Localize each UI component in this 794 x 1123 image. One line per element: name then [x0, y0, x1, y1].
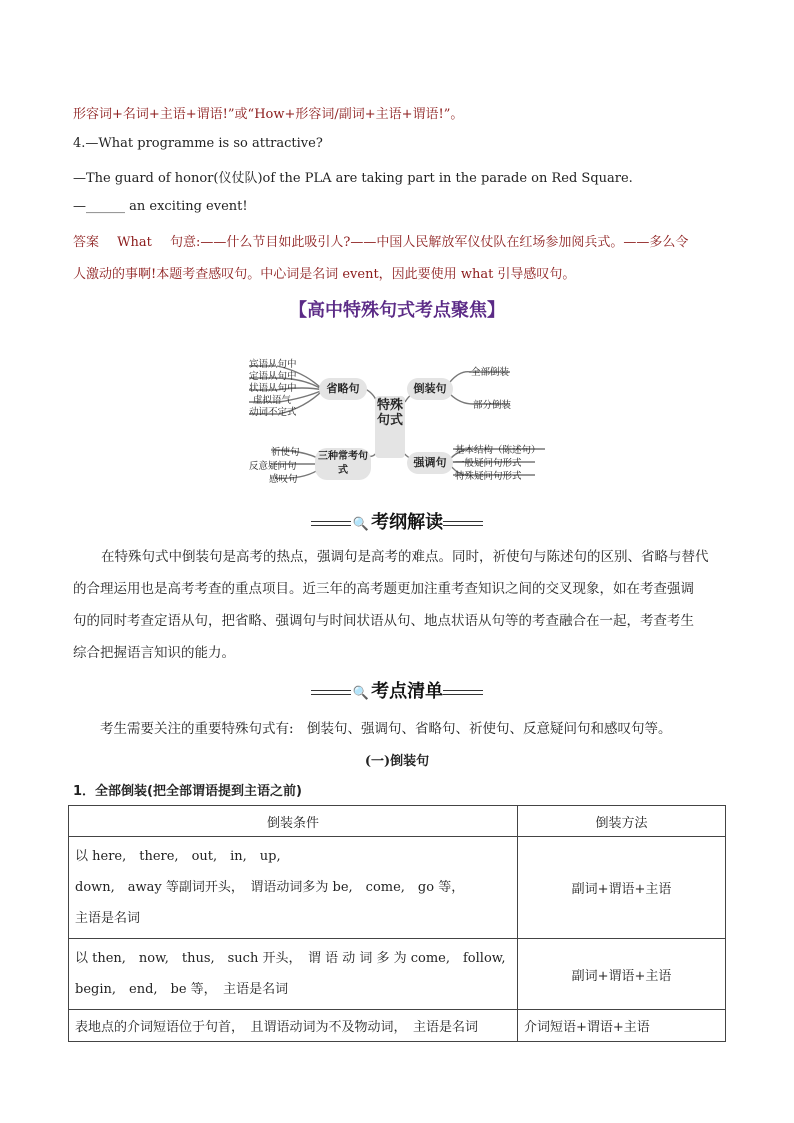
question-line-3 [73, 199, 248, 214]
mindmap-leaf: 一般疑问句形式 [455, 458, 522, 469]
table-cell-method: 副词+谓语+主语 [518, 939, 726, 1010]
answer-label: 答案 [73, 235, 100, 250]
condition-line: down, away 等副词开头， 谓语动词多为 be, come, go 等， [75, 880, 465, 895]
answer-line-1 [73, 231, 688, 250]
mindmap-node-three: 三种常考句式 [315, 448, 371, 480]
condition-line: 主语是名词 [75, 911, 141, 926]
answer-blank: —______ [73, 199, 125, 214]
condition-line: 以 then, now, thus, such 开头， 谓 语 动 词 多 为 come, follow, [75, 951, 506, 966]
mindmap-node-emphasis: 强调句 [407, 452, 453, 474]
checklist-subheading: (一)倒装句 [364, 754, 430, 769]
mindmap-leaf: 虚拟语气 [253, 395, 292, 406]
inversion-table [68, 805, 726, 1042]
outline-paragraph [73, 541, 733, 669]
section-heading: 【高中特殊句式考点聚焦】 [289, 300, 505, 321]
answer-word: What [117, 235, 152, 250]
mindmap-leaf: 动词不定式 [249, 407, 297, 418]
answer-explanation-1: 句意:——什么节目如此吸引人?——中国人民解放军仪仗队在红场参加阅兵式。——多么令 [170, 235, 689, 250]
item-heading: 1．全部倒装(把全部谓语提到主语之前) [73, 784, 302, 799]
table-header-row [69, 806, 726, 837]
condition-line: 表地点的介词短语位于句首， 且谓语动词为不及物动词， 主语是名词 [75, 1020, 479, 1035]
mindmap-leaf: 部分倒装 [473, 400, 512, 411]
divider [443, 690, 483, 695]
mindmap-center: 特殊句式 [375, 396, 405, 458]
magnifier-icon: 🔍 [352, 517, 370, 532]
checklist-intro: 考生需要关注的重要特殊句式有: 倒装句、强调句、省略句、祈使句、反意疑问句和感叹句等。 [100, 721, 672, 737]
table-cell-condition [69, 939, 518, 1010]
table-row [69, 939, 726, 1010]
condition-line: 以 here, there, out, in, up, [75, 849, 281, 864]
divider [443, 521, 483, 526]
checklist-title: 考点清单 [371, 681, 444, 702]
mindmap-node-ellipsis: 省略句 [319, 378, 367, 400]
mindmap-leaf: 全部倒装 [471, 367, 510, 378]
condition-line: begin, end, be 等， 主语是名词 [75, 982, 289, 997]
question-line-2: —The guard of honor(仪仗队)of the PLA are taking part in the parade on Red Square. [73, 171, 633, 186]
checklist-title-row [0, 677, 794, 703]
mindmap-leaf: 状语从句中 [249, 383, 297, 394]
mindmap-leaf: 感叹句 [269, 474, 298, 485]
table-cell-condition [69, 1010, 518, 1042]
table-cell-method: 副词+谓语+主语 [518, 837, 726, 939]
table-cell-condition [69, 837, 518, 939]
formula-line: 形容词+名词+主语+谓语!”或“How+形容词/副词+主语+谓语!”。 [73, 107, 464, 122]
mindmap-leaf: 宾语从句中 [249, 359, 297, 370]
mindmap-leaf: 基本结构（陈述句） [455, 445, 541, 456]
mindmap-leaf: 祈使句 [271, 447, 300, 458]
table-cell-method: 介词短语+谓语+主语 [518, 1010, 726, 1042]
outline-line: 句的同时考查定语从句，把省略、强调句与时间状语从句、地点状语从句等的考查融合在一起，考查考生 [73, 613, 694, 629]
mindmap-node-inversion: 倒装句 [407, 378, 453, 400]
answer-line-2: 人激动的事啊!本题考查感叹句。中心词是名词 event，因此要使用 what 引导感叹句。 [73, 267, 576, 282]
mindmap-leaf: 特殊疑问句形式 [455, 471, 522, 482]
mindmap-leaf: 反意疑问句 [249, 461, 297, 472]
outline-line: 的合理运用也是高考考查的重点项目。近三年的高考题更加注重考查知识之间的交叉现象，如在考查强调 [73, 581, 694, 597]
table-row [69, 1010, 726, 1042]
question-line-3-rest: an exciting event! [125, 199, 248, 214]
mindmap [245, 352, 555, 487]
outline-line: 综合把握语言知识的能力。 [73, 645, 235, 661]
outline-title: 考纲解读 [371, 512, 444, 533]
outline-title-row [0, 508, 794, 534]
outline-line: 在特殊句式中倒装句是高考的热点，强调句是高考的难点。同时，祈使句与陈述句的区别、省略与替代 [101, 549, 709, 565]
question-line-1: 4.—What programme is so attractive? [73, 136, 323, 151]
table-row [69, 837, 726, 939]
mindmap-leaf: 定语从句中 [249, 371, 297, 382]
table-header-cell: 倒装方法 [518, 806, 726, 837]
table-header-cell: 倒装条件 [69, 806, 518, 837]
magnifier-icon: 🔍 [352, 686, 370, 701]
divider [311, 690, 351, 695]
divider [311, 521, 351, 526]
